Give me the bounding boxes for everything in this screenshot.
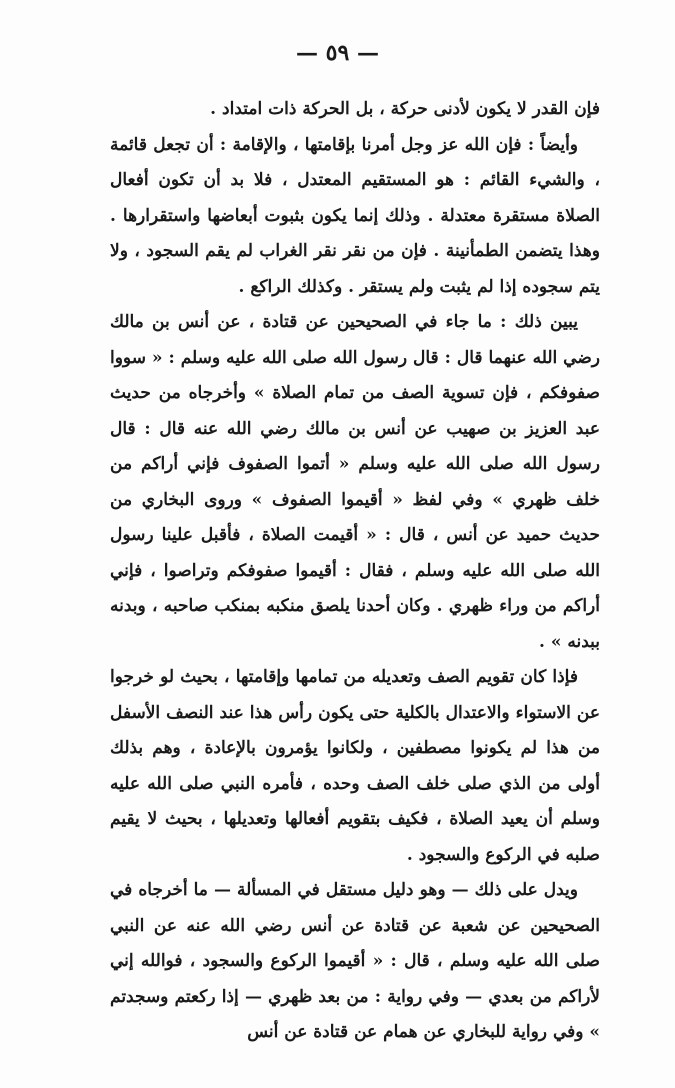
paragraph: يبين ذلك : ما جاء في الصحيحين عن قتادة ، عن أنس بن مالك رضي الله عنهما قال : قال رسول الله صلى الله عليه وسلم : « سووا صفوفكم ، فإن تسوية الصف من تمام الصلاة » وأخرجاه من حديث عبد العزيز بن صهيب عن أنس بن مالك رضي الله عنه قال : قال رسول الله صلى الله عليه وسلم « أتموا الصفوف فإني أراكم من خلف ظهري » وفي لفظ « أقيموا الصفوف » وروى البخاري من حديث حميد عن أنس ، قال : « أقيمت الصلاة ، فأقبل علينا رسول الله صلى الله عليه وسلم ، فقال : أقيموا صفوفكم وتراصوا ، فإني أراكم من وراء ظهري . وكان أحدنا يلصق منكبه بمنكب صاحبه ، وبدنه ببدنه » . (110, 312, 600, 652)
paragraph: فإذا كان تقويم الصف وتعديله من تمامها وإقامتها ، بحيث لو خرجوا عن الاستواء والاعتدال بالكلية حتى يكون رأس هذا عند النصف الأسفل من هذا لم يكونوا مصطفين ، ولكانوا يؤمرون بالإعادة ، وهم بذلك أولى من الذي صلى خلف الصف وحده ، فأمره النبي صلى الله عليه وسلم أن يعيد الصلاة ، فكيف بتقويم أفعالها وتعديلها ، بحيث لا يقيم صلبه في الركوع والسجود . (110, 667, 600, 865)
paragraph: فإن القدر لا يكون لأدنى حركة ، بل الحركة ذات امتداد . (210, 99, 600, 119)
text-block-2 (110, 305, 600, 660)
text-block-1 (110, 92, 600, 305)
text-block-4 (110, 873, 600, 1051)
paragraph: وأيضاً : فإن الله عز وجل أمرنا بإقامتها ، والإقامة : أن تجعل قائمة ، والشيء القائم : هو المستقيم المعتدل ، فلا بد أن تكون أفعال الصلاة مستقرة معتدلة . وذلك إنما يكون بثبوت أبعاضها واستقرارها . وهذا يتضمن الطمأنينة . فإن من نقر نقر الغراب لم يقم السجود ، ولا يتم سجوده إذا لم يثبت ولم يستقر . وكذلك الراكع . (110, 134, 600, 297)
paragraph: ويدل على ذلك — وهو دليل مستقل في المسألة — ما أخرجاه في الصحيحين عن شعبة عن قتادة عن أنس رضي الله عنه عن النبي صلى الله عليه وسلم ، قال : « أقيموا الركوع والسجود ، فوالله إني لأراكم من بعدي — وفي رواية : من بعد ظهري — إذا ركعتم وسجدتم » وفي رواية للبخاري عن همام عن قتادة عن أنس (110, 880, 600, 1043)
text-block-3 (110, 660, 600, 873)
page-number: — ٥٩ — (296, 40, 379, 66)
